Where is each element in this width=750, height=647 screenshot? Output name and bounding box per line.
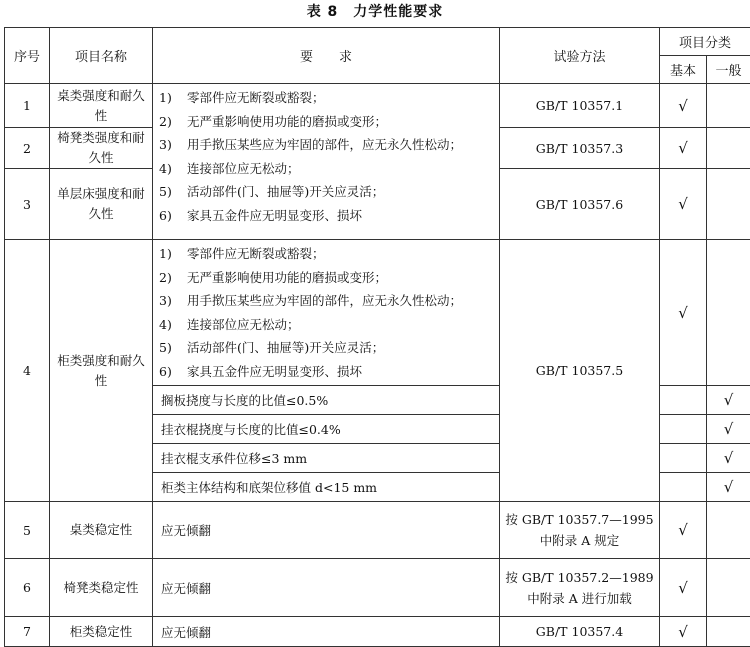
header-basic: 基本 [660, 56, 707, 84]
method-line: 按 GB/T 10357.2—1989 [504, 567, 655, 588]
requirement-item: 5) 活动部件(门、抽屉等)开关应灵活； [159, 336, 499, 360]
row-method [500, 559, 660, 617]
requirement-item: 3) 用手揿压某些应为牢固的部件，应无永久性松动； [159, 289, 499, 313]
general-empty [707, 617, 750, 647]
requirement-item: 3) 用手揿压某些应为牢固的部件，应无永久性松动； [159, 133, 499, 157]
basic-empty [660, 473, 707, 502]
row-seq: 6 [5, 559, 50, 617]
requirement-item: 4) 连接部位应无松动； [159, 313, 499, 337]
requirement-item: 1) 零部件应无断裂或豁裂； [159, 86, 499, 110]
table-caption: 表 8 力学性能要求 [0, 0, 750, 24]
row-seq: 2 [5, 128, 50, 169]
row-requirement: 应无倾翻 [153, 502, 500, 559]
requirement-item: 5) 活动部件(门、抽屉等)开关应灵活； [159, 180, 499, 204]
general-check-mark: √ [707, 386, 750, 415]
row-method [500, 502, 660, 559]
requirement-item: 6) 家具五金件应无明显变形、损坏 [159, 360, 499, 384]
row-name: 桌类强度和耐久性 [50, 84, 153, 128]
basic-empty [660, 386, 707, 415]
requirement-item: 6) 家具五金件应无明显变形、损坏 [159, 204, 499, 228]
basic-check-mark: √ [660, 559, 707, 617]
requirement-list [153, 84, 499, 228]
sub-requirement: 搁板挠度与长度的比值≤0.5% [153, 386, 500, 415]
general-empty [707, 240, 750, 386]
row-method: GB/T 10357.5 [500, 240, 660, 502]
requirement-item: 2) 无严重影响使用功能的磨损或变形； [159, 266, 499, 290]
method-line: 按 GB/T 10357.7—1995 [504, 509, 655, 530]
sub-requirement: 挂衣棍挠度与长度的比值≤0.4% [153, 415, 500, 444]
requirement-list-cell [153, 240, 500, 386]
row-requirement: 应无倾翻 [153, 617, 500, 647]
basic-check-mark: √ [660, 128, 707, 169]
row-seq: 5 [5, 502, 50, 559]
basic-empty [660, 444, 707, 473]
row-seq: 7 [5, 617, 50, 647]
basic-check-mark: √ [660, 240, 707, 386]
requirement-list-cell [153, 84, 500, 240]
sub-requirement: 挂衣棍支承件位移≤3 mm [153, 444, 500, 473]
method-line: 中附录 A 规定 [504, 530, 655, 551]
table-row [5, 84, 750, 128]
general-empty [707, 502, 750, 559]
row-requirement: 应无倾翻 [153, 559, 500, 617]
row-seq: 4 [5, 240, 50, 502]
row-seq: 3 [5, 169, 50, 240]
table-row [5, 617, 750, 647]
header-seq: 序号 [5, 28, 50, 84]
header-general: 一般 [707, 56, 750, 84]
method-line: 中附录 A 进行加载 [504, 588, 655, 609]
general-empty [707, 559, 750, 617]
table-row [5, 502, 750, 559]
requirement-list [153, 240, 499, 384]
header-method: 试验方法 [500, 28, 660, 84]
general-empty [707, 169, 750, 240]
row-seq: 1 [5, 84, 50, 128]
requirement-item: 4) 连接部位应无松动； [159, 157, 499, 181]
row-method: GB/T 10357.4 [500, 617, 660, 647]
header-requirement: 要 求 [153, 28, 500, 84]
basic-check-mark: √ [660, 169, 707, 240]
header-row [5, 28, 750, 56]
basic-check-mark: √ [660, 502, 707, 559]
row-method: GB/T 10357.1 [500, 84, 660, 128]
row-name: 椅凳类强度和耐久性 [50, 128, 153, 169]
row-name: 桌类稳定性 [50, 502, 153, 559]
row-method: GB/T 10357.6 [500, 169, 660, 240]
sub-requirement: 柜类主体结构和底架位移值 d<15 mm [153, 473, 500, 502]
row-name: 柜类稳定性 [50, 617, 153, 647]
table-row [5, 559, 750, 617]
mechanical-requirements-table [4, 27, 750, 647]
header-name: 项目名称 [50, 28, 153, 84]
row-name: 柜类强度和耐久性 [50, 240, 153, 502]
row-method: GB/T 10357.3 [500, 128, 660, 169]
general-empty [707, 84, 750, 128]
basic-check-mark: √ [660, 84, 707, 128]
row-name: 椅凳类稳定性 [50, 559, 153, 617]
general-check-mark: √ [707, 473, 750, 502]
basic-empty [660, 415, 707, 444]
basic-check-mark: √ [660, 617, 707, 647]
header-classification: 项目分类 [660, 28, 750, 56]
requirement-item: 2) 无严重影响使用功能的磨损或变形； [159, 110, 499, 134]
table-row [5, 240, 750, 386]
general-check-mark: √ [707, 415, 750, 444]
requirement-item: 1) 零部件应无断裂或豁裂； [159, 242, 499, 266]
general-empty [707, 128, 750, 169]
general-check-mark: √ [707, 444, 750, 473]
row-name: 单层床强度和耐久性 [50, 169, 153, 240]
